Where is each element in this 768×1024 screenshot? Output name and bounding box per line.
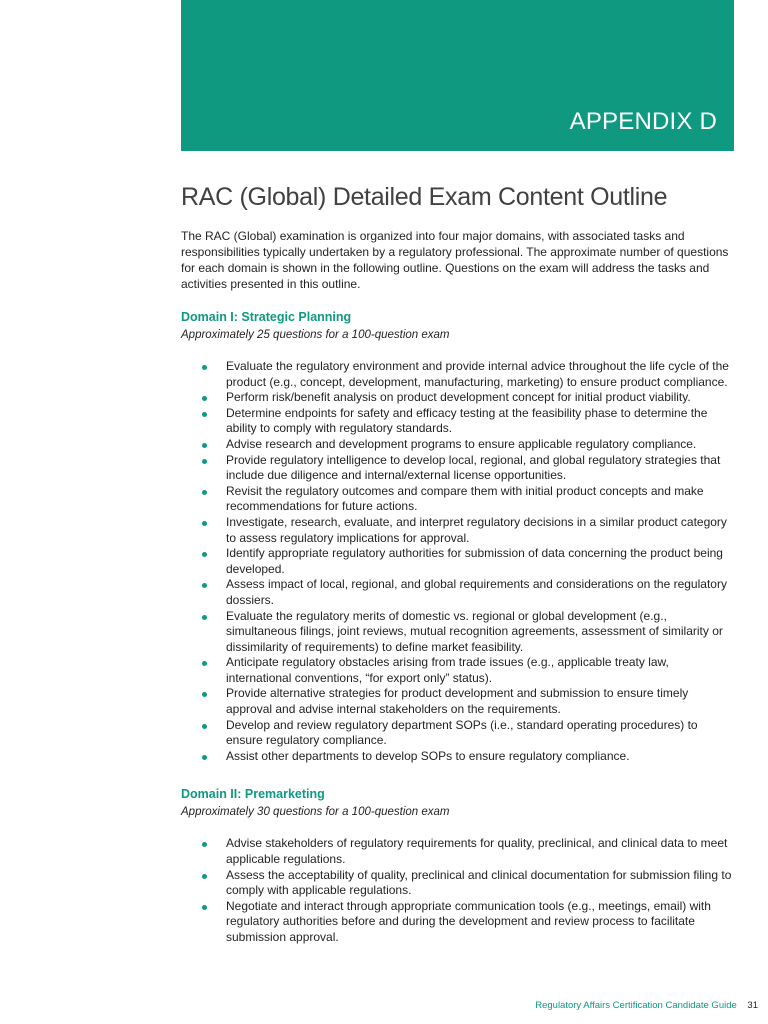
task-text: Assess impact of local, regional, and global requirements and considerations on the regulatory dossiers. — [226, 577, 727, 607]
domain-section — [181, 786, 737, 945]
bullet-icon — [202, 583, 207, 588]
bullet-icon — [202, 396, 207, 401]
appendix-banner — [181, 0, 734, 151]
bullet-icon — [202, 724, 207, 729]
task-item — [226, 546, 737, 577]
task-text: Anticipate regulatory obstacles arising from trade issues (e.g., applicable treaty law, international conventions, “for export only” status). — [226, 655, 669, 685]
bullet-icon — [202, 443, 207, 448]
task-item — [226, 453, 737, 484]
task-item — [226, 390, 737, 406]
appendix-label: APPENDIX D — [569, 108, 717, 135]
task-text: Assess the acceptability of quality, preclinical and clinical documentation for submission filing to comply with applicable regulations. — [226, 867, 732, 898]
domain-title: Domain II: Premarketing — [181, 787, 325, 802]
task-item — [226, 749, 737, 765]
task-text: Evaluate the regulatory environment and provide internal advice throughout the life cycle of the product (e.g., concept, development, manufacturing, marketing) to ensure product compliance. — [226, 359, 729, 389]
task-text: Perform risk/benefit analysis on product development concept for initial product viability. — [226, 390, 691, 405]
task-item — [226, 437, 737, 453]
task-text: Assist other departments to develop SOPs to ensure regulatory compliance. — [226, 748, 630, 763]
task-item — [226, 515, 737, 546]
task-item — [226, 359, 737, 390]
page-title: RAC (Global) Detailed Exam Content Outline — [181, 183, 668, 211]
bullet-icon — [202, 490, 207, 495]
task-item — [226, 836, 737, 867]
bullet-icon — [202, 661, 207, 666]
task-list — [181, 836, 737, 945]
task-text: Identify appropriate regulatory authorities for submission of data concerning the product being developed. — [226, 546, 723, 576]
domain-question-count: Approximately 30 questions for a 100-question exam — [181, 806, 450, 819]
bullet-icon — [202, 459, 207, 464]
task-text: Provide regulatory intelligence to develop local, regional, and global regulatory strategies that include due diligence and internal/external license opportunities. — [226, 452, 721, 483]
bullet-icon — [202, 692, 207, 697]
bullet-icon — [202, 521, 207, 526]
domain-section — [181, 309, 737, 764]
bullet-icon — [202, 874, 207, 879]
bullet-icon — [202, 412, 207, 417]
bullet-icon — [202, 552, 207, 557]
task-item — [226, 609, 737, 656]
task-item — [226, 686, 737, 717]
main-content — [181, 180, 737, 968]
task-text: Develop and review regulatory department SOPs (i.e., standard operating procedures) to ensure regulatory compliance. — [226, 717, 698, 748]
task-text: Investigate, research, evaluate, and interpret regulatory decisions in a similar product category to assess regulatory implications for approval. — [226, 514, 727, 545]
domain-list — [181, 309, 737, 946]
task-text: Advise research and development programs to ensure applicable regulatory compliance. — [226, 436, 697, 451]
task-item — [226, 718, 737, 749]
task-item — [226, 899, 737, 946]
task-list — [181, 359, 737, 764]
bullet-icon — [202, 755, 207, 760]
bullet-icon — [202, 615, 207, 620]
bullet-icon — [202, 365, 207, 370]
task-text: Evaluate the regulatory merits of domestic vs. regional or global development (e.g., simultaneous filings, joint reviews, mutual recognition agreements, assessment of similarity or dissimilarity of requirements) to define market feasibility. — [226, 608, 723, 654]
domain-title: Domain I: Strategic Planning — [181, 310, 352, 324]
bullet-icon — [202, 842, 207, 847]
page-number: 31 — [747, 1000, 758, 1011]
task-item — [226, 655, 737, 686]
task-text: Advise stakeholders of regulatory requirements for quality, preclinical, and clinical data to meet applicable regulations. — [226, 836, 728, 867]
task-text: Provide alternative strategies for product development and submission to ensure timely approval and advise internal stakeholders on the requirements. — [226, 686, 689, 717]
task-item — [226, 577, 737, 608]
domain-question-count: Approximately 25 questions for a 100-question exam — [181, 329, 450, 341]
task-text: Determine endpoints for safety and efficacy testing at the feasibility phase to determine the ability to comply with regulatory standards. — [226, 405, 708, 436]
page-footer — [535, 1000, 758, 1011]
bullet-icon — [202, 905, 207, 910]
task-item — [226, 868, 737, 899]
task-text: Revisit the regulatory outcomes and compare them with initial product concepts and make recommendations for future actions. — [226, 483, 704, 514]
footer-guide-title: Regulatory Affairs Certification Candidate Guide — [535, 1000, 737, 1011]
task-item — [226, 406, 737, 437]
task-item — [226, 484, 737, 515]
task-text: Negotiate and interact through appropriate communication tools (e.g., meetings, email) with regulatory authorities before and during the development and review process to facilitate submission approval. — [226, 898, 711, 944]
intro-paragraph: The RAC (Global) examination is organized into four major domains, with associated tasks and responsibilities typically undertaken by a regulatory professional. The approximate number of questions for each domain is shown in the following outline. Questions on the exam will address the tasks and activities presented in this outline. — [181, 229, 729, 291]
